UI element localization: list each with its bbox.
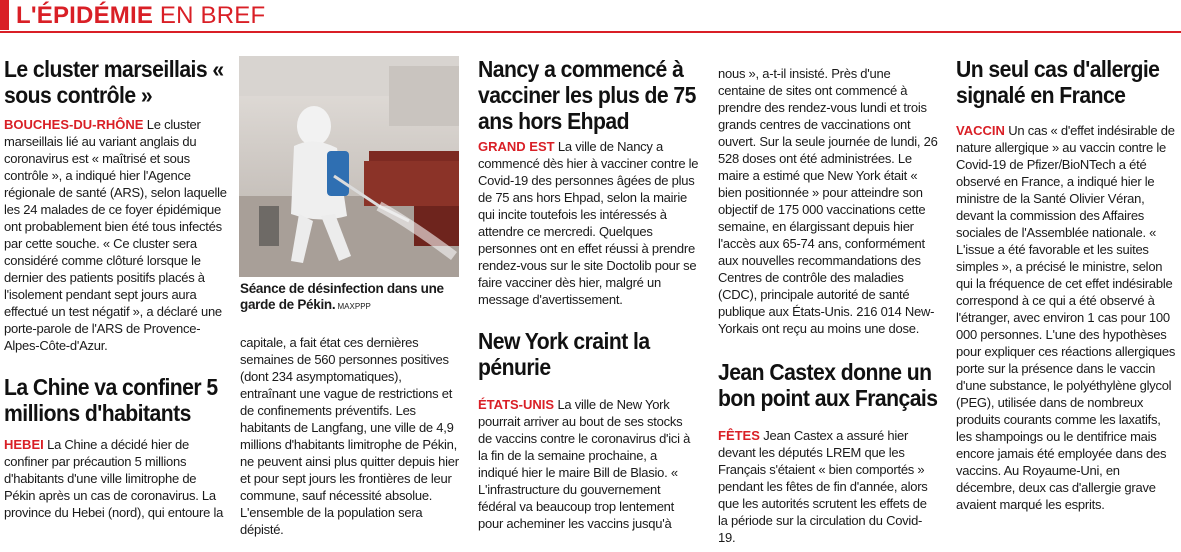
article-allergie <box>956 56 1177 513</box>
photo-illustration <box>239 56 459 277</box>
text-marseille: Le cluster marseillais lié au variant anglais du coronavirus est « maîtrisé et sous contrôle », a indiqué hier l'Agence régionale de santé (ARS), selon laquelle les 24 malades de ce foyer épidémique ont probablement bien été tous infectés par cette souche. « Ce cluster sera considéré comme clôturé lorsque le dernier des patients positifs placés à l'isolement pendant sept jours aura effectué un test négatif », a déclaré une porte-parole de l'ARS de Provence-Alpes-Côte-d'Azur. <box>4 117 227 353</box>
column-5 <box>956 56 1177 552</box>
section-title-bold: L'ÉPIDÉMIE <box>16 2 154 29</box>
section-title <box>16 2 265 30</box>
column-2-continuation <box>240 334 461 552</box>
photo-disinfection <box>239 56 459 277</box>
headline-castex: Jean Castex donne un bon point aux Français <box>718 359 938 411</box>
article-newyork <box>478 328 699 532</box>
headline-newyork: New York craint la pénurie <box>478 328 650 380</box>
column-4 <box>718 65 939 552</box>
kicker-newyork: ÉTATS-UNIS <box>478 397 555 412</box>
kicker-nancy: GRAND EST <box>478 139 555 154</box>
article-castex <box>718 359 939 546</box>
banner-accent-bar <box>0 0 9 30</box>
text-chine-cont: capitale, a fait état ces dernières semaines de 560 personnes positives (dont 234 asymptomatiques), entraînant une vague de restrictions et de confinements préventifs. Les habitants de Langfang, une ville de 4,9 millions d'habitants limitrophe de Pékin, ne peuvent ainsi plus quitter depuis hier et pour sept jours les frontières de leur commune, sauf nécessité absolue. L'ensemble de la population sera dépisté. <box>240 335 459 537</box>
text-allergie: Un cas « d'effet indésirable de nature allergique » au vaccin contre le Covid-19 de Pfizer/BioNTech a été observé en France, a indiqué hier le ministre de la Santé Olivier Véran, devant la commission des Affaires sociales de l'Assemblée nationale. « L'issue a été favorable et les suites simples », a précisé le ministre, selon qui la fréquence de cet effet indésirable correspond à ce qui a été observé à l'étranger, avec environ 1 cas pour 100 000 personnes. L'une des hypothèses pour expliquer ces réactions allergiques porte sur la présence dans le vaccin d'une substance, le polyéthylène glycol (PEG), utilisée dans de nombreux produits courants comme les laxatifs, les shampoings ou le dentifrice mais encore jamais été employée dans des vaccins. Au Royaume-Uni, en décembre, deux cas d'allergie grave avaient marqué les esprits. <box>956 123 1176 512</box>
section-title-light: EN BREF <box>153 2 266 29</box>
article-chine <box>4 374 227 521</box>
column-3 <box>478 56 699 552</box>
body-nancy <box>478 138 699 308</box>
photo-credit: MAXPPP <box>335 302 371 311</box>
headline-marseille: Le cluster marseillais « sous contrôle » <box>4 56 224 108</box>
body-castex <box>718 427 939 546</box>
text-nancy: La ville de Nancy a commencé dès hier à vacciner contre le Covid-19 des personnes âgées de plus de 75 ans hors Ehpad, selon la mairie qui incite toutefois les intéressés à attendre ce mercredi. Quelques personnes ont en effet réussi à prendre rendez-vous sur le site Doctolib pour se faire vacciner dès hier, malgré un message d'avertissement. <box>478 139 699 307</box>
body-marseille <box>4 116 227 354</box>
body-newyork <box>478 396 699 532</box>
column-1 <box>4 56 227 552</box>
article-nancy <box>478 56 699 308</box>
text-newyork-cont: nous », a-t-il insisté. Près d'une centaine de sites ont commencé à prendre des rendez-vous lundi et trois grands centres de vaccinations ont ouvert. Sur la seule journée de lundi, 26 528 doses ont été administrées. Le maire a estimé que New York était « bien positionnée » pour atteindre son objectif de 175 000 vaccinations cette semaine, en élargissant depuis hier l'accès aux 65-74 ans, conformément aux nouvelles recommandations des Centres de contrôle des maladies (CDC), principale autorité de santé publique aux États-Unis. 216 014 New-Yorkais ont reçu au moins une dose. <box>718 66 938 336</box>
text-chine: La Chine a décidé hier de confiner par précaution 5 millions d'habitants d'une ville limitrophe de Pékin après un cas de coronavirus. La province du Hebei (nord), qui entoure la <box>4 437 224 520</box>
kicker-castex: FÊTES <box>718 428 760 443</box>
article-marseille <box>4 56 227 354</box>
photo-caption <box>240 281 460 315</box>
text-newyork: La ville de New York pourrait arriver au bout de ses stocks de vaccins contre le coronavirus d'ici à la fin de la semaine prochaine, a indiqué hier le maire Bill de Blasio. « L'infrastructure du gouvernement fédéral va beaucoup trop lentement pour acheminer les vaccins jusqu'à <box>478 397 691 531</box>
kicker-marseille: BOUCHES-DU-RHÔNE <box>4 117 144 132</box>
section-banner <box>0 0 1181 32</box>
banner-rule <box>0 31 1181 33</box>
kicker-chine: HEBEI <box>4 437 44 452</box>
headline-nancy: Nancy a commencé à vacciner les plus de 75 ans hors Ehpad <box>478 56 696 134</box>
body-chine <box>4 436 227 521</box>
headline-chine: La Chine va confiner 5 millions d'habitants <box>4 374 218 426</box>
body-allergie <box>956 122 1177 513</box>
text-castex: Jean Castex a assuré hier devant les députés LREM que les Français s'étaient « bien comportés » pendant les fêtes de fin d'année, alors que les autorités scrutent les effets de la période sur la circulation du Covid-19. <box>718 428 928 545</box>
kicker-allergie: VACCIN <box>956 123 1005 138</box>
headline-allergie: Un seul cas d'allergie signalé en France <box>956 56 1160 108</box>
caption-text: Séance de désinfection dans une garde de Pékin. <box>240 281 444 312</box>
